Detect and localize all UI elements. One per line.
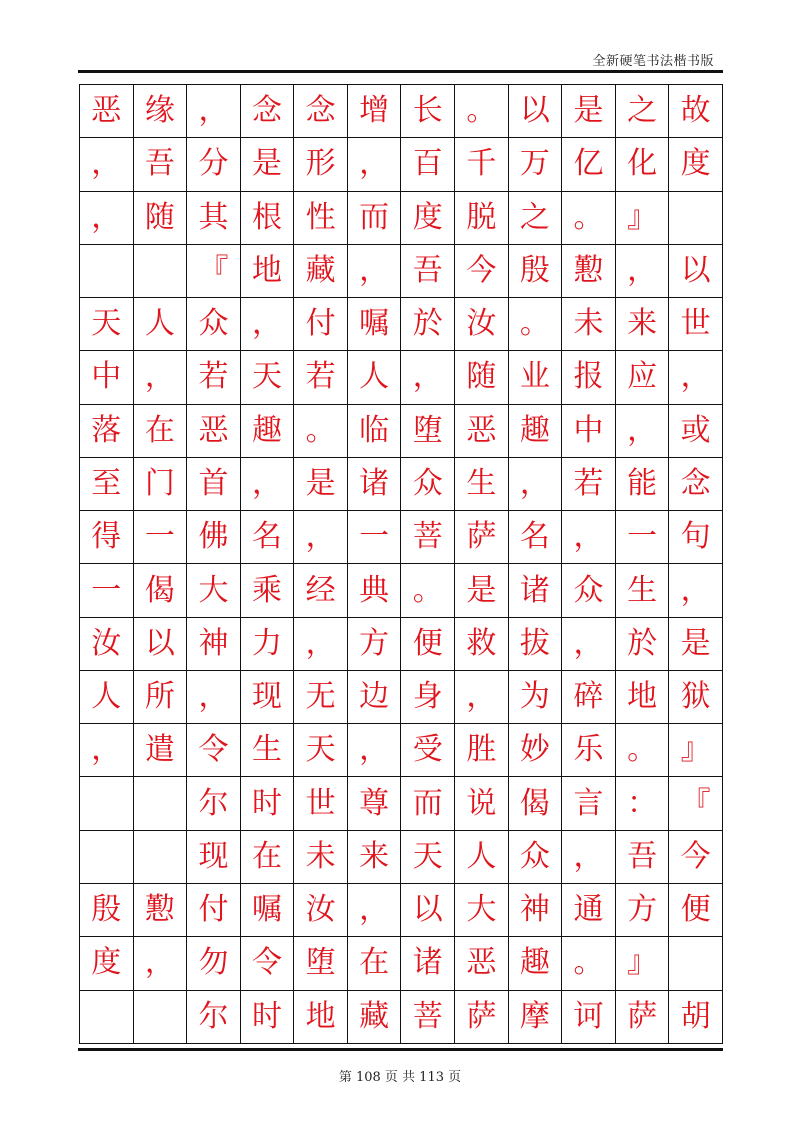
grid-cell: 分	[187, 138, 241, 191]
grid-cell: 。	[401, 564, 455, 617]
grid-cell: 缘	[133, 85, 187, 138]
grid-cell: ，	[294, 617, 348, 670]
grid-cell: ，	[240, 457, 294, 510]
grid-cell	[80, 990, 134, 1043]
grid-cell: 典	[347, 564, 401, 617]
grid-cell: 菩	[401, 511, 455, 564]
grid-cell: 未	[562, 298, 616, 351]
grid-cell: ，	[508, 457, 562, 510]
grid-cell: 神	[187, 617, 241, 670]
grid-cell: 千	[455, 138, 509, 191]
grid-cell: 恶	[455, 937, 509, 990]
grid-cell: 念	[294, 85, 348, 138]
grid-cell: 性	[294, 191, 348, 244]
grid-cell: 趣	[240, 404, 294, 457]
grid-cell: 名	[508, 511, 562, 564]
grid-cell: 尔	[187, 777, 241, 830]
grid-row	[80, 670, 723, 723]
grid-cell: 无	[294, 670, 348, 723]
grid-cell: 藏	[294, 244, 348, 297]
header-rule	[78, 70, 723, 73]
grid-cell: ，	[347, 244, 401, 297]
grid-cell: 趣	[508, 937, 562, 990]
grid-cell: 名	[240, 511, 294, 564]
grid-cell: 时	[240, 777, 294, 830]
grid-cell: 乘	[240, 564, 294, 617]
grid-cell: 方	[615, 883, 669, 936]
grid-cell	[80, 777, 134, 830]
grid-cell: ，	[187, 670, 241, 723]
grid-cell	[80, 244, 134, 297]
grid-cell: 方	[347, 617, 401, 670]
grid-cell: ，	[615, 244, 669, 297]
grid-cell: 身	[401, 670, 455, 723]
grid-cell: 』	[669, 724, 723, 777]
grid-cell	[133, 990, 187, 1043]
grid-cell: 胡	[669, 990, 723, 1043]
grid-cell: 以	[133, 617, 187, 670]
grid-row	[80, 457, 723, 510]
grid-cell: 生	[615, 564, 669, 617]
grid-cell: 中	[562, 404, 616, 457]
grid-cell: 万	[508, 138, 562, 191]
grid-cell: 遣	[133, 724, 187, 777]
grid-cell: 堕	[294, 937, 348, 990]
grid-cell: 来	[347, 830, 401, 883]
grid-cell: 一	[133, 511, 187, 564]
grid-row	[80, 830, 723, 883]
book-title: 全新硬笔书法楷书版	[592, 54, 714, 69]
grid-cell: 百	[401, 138, 455, 191]
grid-cell: 亿	[562, 138, 616, 191]
grid-cell: 众	[508, 830, 562, 883]
grid-cell: 付	[294, 298, 348, 351]
grid-cell: 人	[80, 670, 134, 723]
grid-cell: 萨	[615, 990, 669, 1043]
grid-cell: 。	[562, 937, 616, 990]
grid-cell: 殷	[508, 244, 562, 297]
grid-cell: 『	[187, 244, 241, 297]
grid-cell: 众	[401, 457, 455, 510]
grid-cell: ，	[562, 511, 616, 564]
grid-cell: 形	[294, 138, 348, 191]
grid-cell: 天	[240, 351, 294, 404]
grid-cell: 。	[455, 85, 509, 138]
grid-cell: 临	[347, 404, 401, 457]
grid-cell: 令	[187, 724, 241, 777]
grid-cell: ，	[615, 404, 669, 457]
grid-cell: 长	[401, 85, 455, 138]
grid-cell: 懃	[133, 883, 187, 936]
grid-row	[80, 777, 723, 830]
grid-cell: 救	[455, 617, 509, 670]
grid-cell: 经	[294, 564, 348, 617]
grid-cell: 度	[80, 937, 134, 990]
grid-cell: 地	[294, 990, 348, 1043]
grid-cell: 於	[615, 617, 669, 670]
grid-row	[80, 883, 723, 936]
grid-cell: 是	[455, 564, 509, 617]
grid-cell: 。	[294, 404, 348, 457]
grid-cell: 若	[187, 351, 241, 404]
grid-cell: 其	[187, 191, 241, 244]
grid-cell: 於	[401, 298, 455, 351]
grid-cell: 是	[240, 138, 294, 191]
grid-cell: 首	[187, 457, 241, 510]
grid-cell: 趣	[508, 404, 562, 457]
grid-row	[80, 724, 723, 777]
grid-cell	[133, 830, 187, 883]
grid-cell: ，	[294, 511, 348, 564]
grid-cell: 生	[240, 724, 294, 777]
grid-cell: 汝	[80, 617, 134, 670]
grid-cell: 』	[615, 191, 669, 244]
grid-cell: 拔	[508, 617, 562, 670]
grid-cell: 诸	[508, 564, 562, 617]
grid-row	[80, 617, 723, 670]
grid-cell: 所	[133, 670, 187, 723]
grid-cell: 而	[401, 777, 455, 830]
grid-cell: ，	[80, 191, 134, 244]
grid-cell: 嘱	[347, 298, 401, 351]
grid-cell: 萨	[455, 990, 509, 1043]
grid-cell: ，	[347, 883, 401, 936]
grid-row	[80, 990, 723, 1043]
grid-cell: 之	[615, 85, 669, 138]
grid-cell: 懃	[562, 244, 616, 297]
grid-cell: 随	[133, 191, 187, 244]
grid-cell: 妙	[508, 724, 562, 777]
grid-cell: 吾	[615, 830, 669, 883]
grid-row	[80, 85, 723, 138]
grid-cell: 。	[562, 191, 616, 244]
grid-cell: 胜	[455, 724, 509, 777]
grid-cell: 业	[508, 351, 562, 404]
grid-cell: 地	[615, 670, 669, 723]
grid-cell: 尔	[187, 990, 241, 1043]
grid-cell: 受	[401, 724, 455, 777]
grid-cell: ：	[615, 777, 669, 830]
page-number: 第 108 页 共 113 页	[338, 1070, 462, 1085]
grid-cell: 付	[187, 883, 241, 936]
grid-cell	[80, 830, 134, 883]
grid-cell: 根	[240, 191, 294, 244]
grid-cell: ，	[133, 351, 187, 404]
grid-cell: ，	[240, 298, 294, 351]
grid-cell: 世	[294, 777, 348, 830]
grid-cell: 偈	[133, 564, 187, 617]
grid-cell: 世	[669, 298, 723, 351]
grid-cell: 一	[615, 511, 669, 564]
grid-cell: 是	[669, 617, 723, 670]
grid-cell: 偈	[508, 777, 562, 830]
grid-cell: 力	[240, 617, 294, 670]
grid-cell: 说	[455, 777, 509, 830]
grid-cell: ，	[669, 564, 723, 617]
grid-cell: 随	[455, 351, 509, 404]
practice-grid	[79, 84, 723, 1044]
grid-cell: ，	[669, 351, 723, 404]
grid-cell: ，	[455, 670, 509, 723]
grid-cell: 诸	[401, 937, 455, 990]
grid-cell: 以	[669, 244, 723, 297]
grid-cell: 现	[187, 830, 241, 883]
grid-cell: 嘱	[240, 883, 294, 936]
grid-cell	[133, 777, 187, 830]
grid-cell: 度	[401, 191, 455, 244]
grid-cell: 便	[401, 617, 455, 670]
grid-cell: 诃	[562, 990, 616, 1043]
grid-cell: ，	[80, 138, 134, 191]
grid-cell: 菩	[401, 990, 455, 1043]
grid-cell: 便	[669, 883, 723, 936]
grid-cell: 化	[615, 138, 669, 191]
grid-cell: 恶	[455, 404, 509, 457]
grid-cell: 边	[347, 670, 401, 723]
grid-cell: 佛	[187, 511, 241, 564]
grid-cell	[669, 191, 723, 244]
grid-cell: 萨	[455, 511, 509, 564]
grid-cell: 吾	[133, 138, 187, 191]
grid-cell: 若	[562, 457, 616, 510]
grid-cell: 故	[669, 85, 723, 138]
grid-row	[80, 511, 723, 564]
grid-row	[80, 138, 723, 191]
grid-cell: 脱	[455, 191, 509, 244]
grid-cell: 以	[401, 883, 455, 936]
grid-cell: ，	[187, 85, 241, 138]
grid-row	[80, 937, 723, 990]
grid-cell: 天	[80, 298, 134, 351]
grid-cell: 未	[294, 830, 348, 883]
grid-cell: 诸	[347, 457, 401, 510]
grid-cell: 天	[294, 724, 348, 777]
grid-cell: 人	[133, 298, 187, 351]
grid-row	[80, 191, 723, 244]
grid-cell: 『	[669, 777, 723, 830]
grid-cell: 狱	[669, 670, 723, 723]
grid-cell: 言	[562, 777, 616, 830]
grid-cell: 度	[669, 138, 723, 191]
grid-cell: 。	[508, 298, 562, 351]
grid-cell: 今	[669, 830, 723, 883]
grid-cell: 之	[508, 191, 562, 244]
grid-cell: 恶	[80, 85, 134, 138]
grid-cell: 恶	[187, 404, 241, 457]
grid-cell: 能	[615, 457, 669, 510]
grid-cell	[669, 937, 723, 990]
grid-cell: ，	[347, 724, 401, 777]
grid-cell: 报	[562, 351, 616, 404]
grid-cell: 以	[508, 85, 562, 138]
grid-cell: 门	[133, 457, 187, 510]
grid-cell: 为	[508, 670, 562, 723]
grid-cell: 一	[347, 511, 401, 564]
grid-cell: 增	[347, 85, 401, 138]
grid-cell: 在	[133, 404, 187, 457]
grid-cell: 摩	[508, 990, 562, 1043]
grid-cell: 尊	[347, 777, 401, 830]
footer-rule	[78, 1048, 723, 1051]
grid-cell: 众	[562, 564, 616, 617]
grid-cell: 若	[294, 351, 348, 404]
grid-cell: 藏	[347, 990, 401, 1043]
grid-cell: 是	[294, 457, 348, 510]
grid-cell: 殷	[80, 883, 134, 936]
grid-cell: 天	[401, 830, 455, 883]
grid-cell: 地	[240, 244, 294, 297]
grid-cell: 神	[508, 883, 562, 936]
grid-cell: 在	[240, 830, 294, 883]
grid-cell: ，	[562, 830, 616, 883]
grid-cell: 时	[240, 990, 294, 1043]
grid-cell: 现	[240, 670, 294, 723]
grid-cell: ，	[401, 351, 455, 404]
grid-row	[80, 298, 723, 351]
grid-cell: 落	[80, 404, 134, 457]
grid-body	[80, 85, 723, 1044]
grid-cell: 汝	[294, 883, 348, 936]
grid-cell: ，	[347, 138, 401, 191]
grid-cell: 大	[187, 564, 241, 617]
grid-cell: 堕	[401, 404, 455, 457]
grid-cell: 句	[669, 511, 723, 564]
grid-cell: 』	[615, 937, 669, 990]
grid-row	[80, 351, 723, 404]
grid-cell: 念	[669, 457, 723, 510]
grid-cell: 至	[80, 457, 134, 510]
grid-cell: 念	[240, 85, 294, 138]
grid-cell: 一	[80, 564, 134, 617]
grid-cell: 而	[347, 191, 401, 244]
grid-cell: 大	[455, 883, 509, 936]
grid-cell	[133, 244, 187, 297]
grid-cell: 碎	[562, 670, 616, 723]
grid-cell: 人	[455, 830, 509, 883]
grid-cell: 令	[240, 937, 294, 990]
grid-cell: 得	[80, 511, 134, 564]
grid-cell: ，	[133, 937, 187, 990]
grid-cell: 在	[347, 937, 401, 990]
grid-cell: 应	[615, 351, 669, 404]
grid-row	[80, 244, 723, 297]
grid-cell: 来	[615, 298, 669, 351]
grid-cell: ，	[80, 724, 134, 777]
grid-cell: 。	[615, 724, 669, 777]
grid-cell: 汝	[455, 298, 509, 351]
grid-cell: 是	[562, 85, 616, 138]
grid-cell: 今	[455, 244, 509, 297]
grid-cell: 众	[187, 298, 241, 351]
grid-cell: 吾	[401, 244, 455, 297]
grid-cell: 勿	[187, 937, 241, 990]
grid-row	[80, 564, 723, 617]
grid-row	[80, 404, 723, 457]
grid-cell: 人	[347, 351, 401, 404]
grid-cell: 通	[562, 883, 616, 936]
grid-cell: 或	[669, 404, 723, 457]
grid-cell: 中	[80, 351, 134, 404]
grid-cell: ，	[562, 617, 616, 670]
grid-cell: 乐	[562, 724, 616, 777]
grid-cell: 生	[455, 457, 509, 510]
